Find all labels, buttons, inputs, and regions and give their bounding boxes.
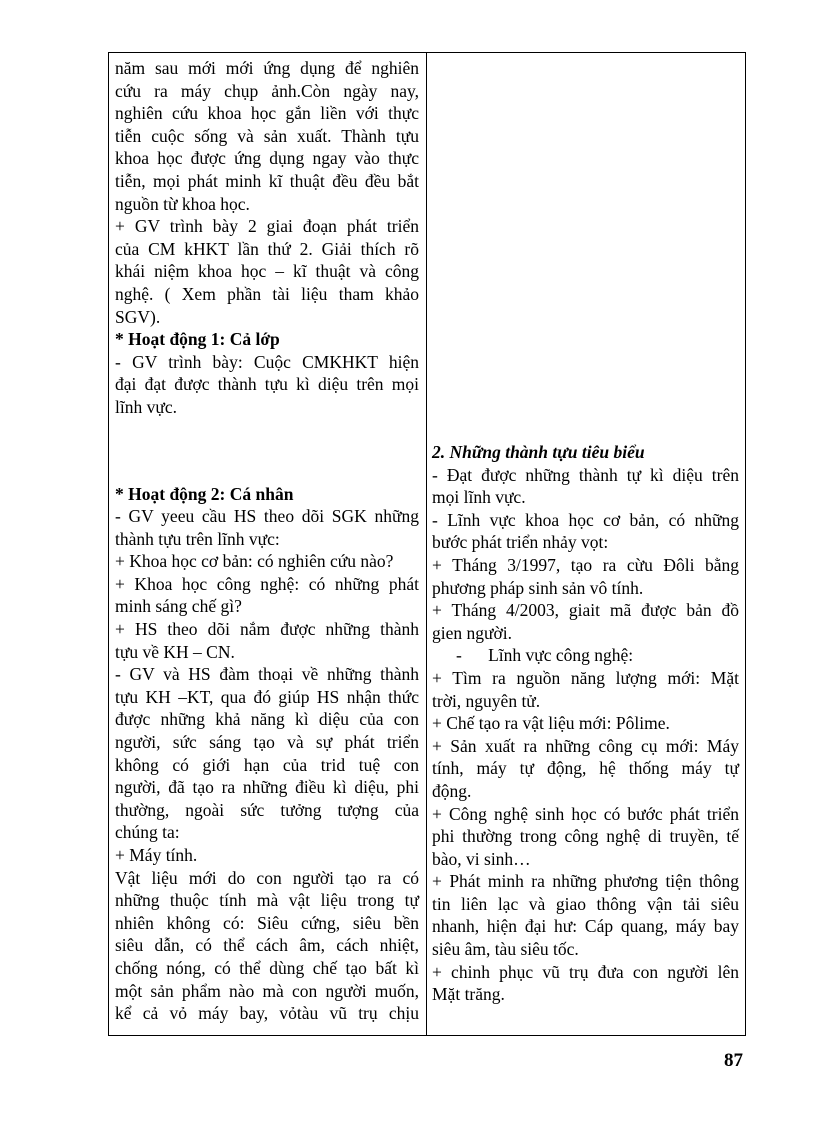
energy-paragraph [432, 667, 739, 712]
genome-paragraph [432, 599, 739, 644]
text-line: siêu dẫn, có thể cách âm, cách nhiệt, [115, 935, 419, 956]
text-line: đại đạt được thành tựu kì diệu trên mọi [115, 374, 419, 395]
text-line: + Tháng 3/1997, tạo ra cừu Đôli bằng [432, 554, 739, 575]
comm-paragraph [432, 870, 739, 960]
tools-paragraph [432, 735, 739, 803]
text-line: khoa học được ứng dụng ngay vào thực [115, 148, 419, 169]
materials-paragraph [115, 867, 419, 1025]
biotech-paragraph [432, 803, 739, 871]
text-line: những thuộc tính mà vật liệu trong tự [115, 890, 419, 911]
text-line: nghệ. ( Xem phần tài liệu tham khảo [115, 283, 419, 304]
text-line: - Lĩnh vực khoa học cơ bản, có những [432, 509, 739, 530]
text-line: trời, nguyên tử. [432, 690, 541, 711]
science-tech-paragraph [115, 573, 419, 618]
text-line: + Khoa học công nghệ: có những phát [115, 573, 419, 594]
hs-follow-paragraph [115, 618, 419, 663]
text-line: nghiên cứu khoa học gắn liền với thực [115, 103, 419, 124]
dialogue-paragraph [115, 663, 419, 844]
text-line: một sản phẩm nào mà con người muốn, [115, 980, 419, 1001]
text-line: + Công nghệ sinh học có bước phát triển [432, 803, 739, 824]
text-line: Vật liệu mới do con người tạo ra có [115, 867, 419, 888]
text-line: được những khả năng kì diệu của con [115, 709, 419, 730]
activity1-paragraph [115, 351, 419, 419]
lesson-table [108, 52, 746, 1036]
text-line: + Sản xuất ra những công cụ mới: Máy [432, 735, 739, 756]
text-line: nhanh, hiện đại hư: Cáp quang, máy bay [432, 916, 739, 937]
text-line: tiễn, mọi phát minh kĩ thuật đều đều bắt [115, 170, 419, 191]
text-line: tiễn cuộc sống và sản xuất. Thành tựu [115, 125, 419, 146]
text-line: động. [432, 780, 472, 801]
text-line: + GV trình bày 2 giai đoạn phát triển [115, 216, 419, 237]
text-line: + chinh phục vũ trụ đưa con người lên [432, 961, 739, 982]
tech-field-line: - Lĩnh vực công nghệ: [456, 645, 634, 666]
text-line: người, đã tạo ra những điều kì diệu, phi [115, 777, 419, 798]
dolly-paragraph [432, 554, 739, 599]
text-line: năm sau mới mới ứng dụng để nghiên [115, 58, 419, 78]
page-number: 87 [724, 1050, 743, 1071]
text-line: - GV yeeu cầu HS theo dõi SGK những [115, 506, 419, 527]
text-line: + Phát minh ra những phương tiện thông [432, 871, 739, 892]
text-line: gien người. [432, 622, 512, 643]
activity2-heading: * Hoạt động 2: Cá nhân [115, 483, 294, 504]
text-line: siêu âm, tàu siêu tốc. [432, 939, 579, 960]
text-line: + Tìm ra nguồn năng lượng mới: Mặt [432, 667, 739, 688]
text-line: thành tựu trên lĩnh vực: [115, 528, 280, 549]
text-line: cứu ra máy chụp ảnh.Còn ngày nay, [115, 80, 419, 101]
text-line: chúng ta: [115, 822, 180, 843]
text-line: bào, vi sinh… [432, 848, 531, 869]
space-paragraph [432, 961, 739, 1006]
computer-line: + Máy tính. [115, 845, 198, 865]
text-line: tựu về KH – CN. [115, 641, 235, 662]
text-line: phi thường trong công nghệ di truyền, tế [432, 826, 739, 847]
text-line: lĩnh vực. [115, 396, 177, 417]
text-line: - GV và HS đàm thoại về những thành [115, 664, 419, 685]
text-line: minh sáng chế gì? [115, 596, 242, 617]
text-line: kể cả vỏ máy bay, vỏtàu vũ trụ chịu [115, 1003, 419, 1024]
text-line: chống nóng, có thể dùng chế tạo bất kì [115, 957, 419, 978]
science-basic-line: + Khoa học cơ bản: có nghiên cứu nào? [115, 551, 394, 572]
activity1-heading: * Hoạt động 1: Cả lớp [115, 329, 280, 350]
text-line: tính, máy tự động, hệ thống máy tự [432, 758, 739, 779]
achieve-paragraph [432, 464, 739, 509]
intro-paragraph [115, 57, 419, 215]
activity2-paragraph [115, 505, 419, 550]
gv-present-paragraph [115, 215, 419, 328]
left-column [115, 57, 419, 1025]
text-line: khái niệm khoa học – kĩ thuật và công [115, 261, 419, 282]
text-line: - GV trình bày: Cuộc CMKHKT hiện [115, 351, 419, 372]
basic-science-paragraph [432, 509, 739, 554]
text-line: Mặt trăng. [432, 984, 505, 1005]
column-divider [426, 53, 427, 1035]
section-heading: 2. Những thành tựu tiêu biểu [432, 442, 645, 462]
text-line: bước phát triển nhảy vọt: [432, 532, 609, 553]
text-line: phương pháp sinh sản vô tính. [432, 577, 644, 598]
text-line: của CM kHKT lần thứ 2. Giải thích rõ [115, 238, 419, 259]
text-line: SGV). [115, 306, 161, 327]
text-line: thường, ngoài sức tưởng tượng của [115, 799, 419, 820]
text-line: - Đạt được những thành tự kì diệu trên [432, 464, 739, 485]
text-line: nhiên không có: Siêu cứng, siêu bền [115, 912, 419, 933]
text-line: nguồn từ khoa học. [115, 193, 250, 214]
text-line: + HS theo dõi nắm được những thành [115, 619, 419, 640]
text-line: không có giới hạn của trid tuệ con [115, 754, 419, 775]
text-line: + Tháng 4/2003, giait mã được bản đồ [432, 600, 739, 621]
materials-line: + Chế tạo ra vật liệu mới: Pôlime. [432, 713, 670, 734]
text-line: người, sức sáng tạo và sự phát triển [115, 732, 419, 753]
text-line: tin liên lạc và giao thông vận tải siêu [432, 893, 739, 914]
right-column [432, 57, 739, 1006]
text-line: mọi lĩnh vực. [432, 487, 526, 508]
text-line: tựu KH –KT, qua đó giúp HS nhận thức [115, 686, 419, 707]
